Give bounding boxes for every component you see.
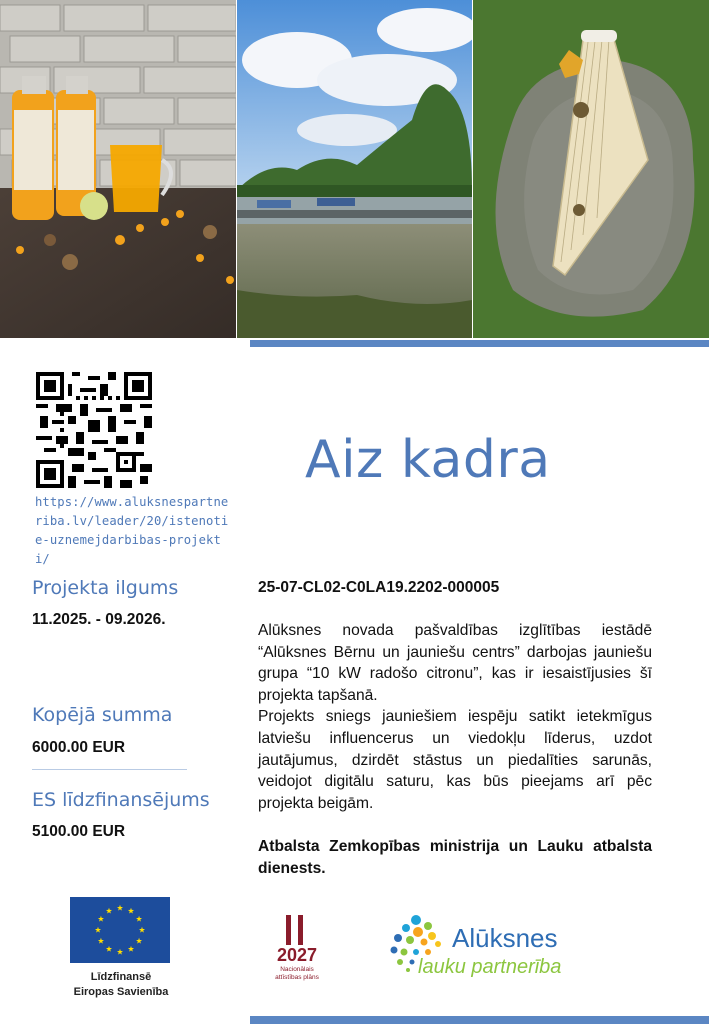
- sidebar-divider: [32, 769, 187, 770]
- nap-year: 2027: [276, 945, 318, 965]
- nap-caption: [262, 966, 332, 982]
- eu-cofinancing-label: ES līdzfinansējums: [32, 789, 210, 811]
- partneriba-logo-text: lauku partnerība: [418, 956, 562, 978]
- lake-photo: [237, 0, 472, 338]
- page-title: Aiz kadra: [305, 430, 551, 490]
- project-description: [258, 620, 652, 814]
- eu-caption-line2: Eiropas Savienība: [73, 986, 169, 998]
- eu-cofinancing-value: 5100.00 EUR: [32, 823, 126, 840]
- eu-caption-line1: Līdzfinansē: [90, 971, 152, 983]
- eu-flag-logo: [70, 897, 170, 963]
- kokle-on-rock-photo: [473, 0, 709, 338]
- duration-value: 11.2025. - 09.2026.: [32, 611, 166, 628]
- nap-caption-line1: Nacionālais: [280, 966, 314, 973]
- eu-caption: [56, 970, 186, 1000]
- support-statement: Atbalsta Zemkopības ministrija un Lauku atbalsta dienests.: [258, 838, 652, 877]
- description-paragraph-2: Projekts sniegs jauniešiem iespēju satikt ietekmīgus latviešu influencerus un viedokļu līderus, uzdot jautājumus, dzirdēt stāstus un piedalīties sarunās, veidojot digitālu saturu, kas būs pieejams arī pēc projekta beigām.: [258, 708, 652, 812]
- project-url-link[interactable]: https://www.aluksnespartneriba.lv/leader/20/istenotie-uznemejdarbibas-projekti/: [35, 495, 229, 566]
- bottom-accent-bar: [250, 1016, 709, 1024]
- total-value: 6000.00 EUR: [32, 739, 126, 756]
- aluksnes-logo-text: Alūksnes: [452, 923, 558, 953]
- total-label: Kopējā summa: [32, 704, 173, 726]
- juice-bottles-photo: [0, 0, 236, 338]
- qr-code[interactable]: [36, 372, 152, 488]
- project-id: 25-07-CL02-C0LA19.2202-000005: [258, 579, 500, 596]
- top-accent-bar: [250, 340, 709, 347]
- nap-caption-line2: attīstības plāns: [275, 974, 319, 981]
- description-paragraph-1: Alūksnes novada pašvaldības izglītības iestādē “Alūksnes Bērnu un jauniešu centrs” darbojas jauniešu grupa “10 kW radošo citronu”, kas ir iesaistījusies šī projekta tapšanā.: [258, 622, 652, 704]
- duration-label: Projekta ilgums: [32, 577, 179, 599]
